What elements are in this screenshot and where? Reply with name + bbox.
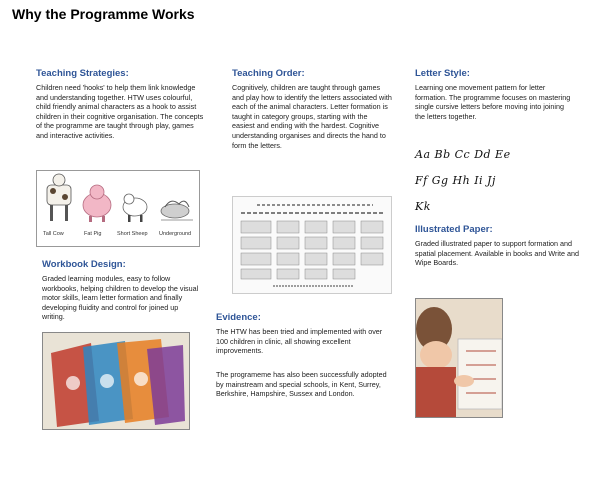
illustrated-paper-heading: Illustrated Paper: (415, 224, 493, 235)
animal-caption: Underground (159, 231, 192, 237)
evidence-text-1: The HTW has been tried and implemented with over 100 children in clinic, all showing excellent improvements. (216, 327, 383, 356)
child-writing-photo (415, 298, 503, 418)
cursive-letters-row: Kk (415, 200, 431, 213)
illustrated-paper-text: Graded illustrated paper to support formation and spatial placement. Available in books and Write and Wipe Boards. (415, 239, 579, 268)
letter-style-heading: Letter Style: (415, 68, 470, 79)
sheep-illustration (123, 194, 147, 222)
animal-caption: Tall Cow (43, 231, 64, 237)
pig-illustration (83, 185, 111, 222)
animal-caption: Fat Pig (84, 231, 102, 237)
cursive-letters-row: Ff Gg Hh Ii Jj (415, 174, 496, 187)
letter-style-text: Learning one movement pattern for letter formation. The programme focuses on mastering single cursive letters before moving into joining the letters together. (415, 83, 571, 121)
teaching-order-heading: Teaching Order: (232, 68, 305, 79)
teaching-strategies-text: Children need 'hooks' to help them link knowledge and understanding together. HTW uses colourful, child friendly animal characters as a hook to assist children in their cognitive organisation. The concepts of the programme are taught through play, games and interactive activities. (36, 83, 204, 140)
workbook-design-heading: Workbook Design: (42, 259, 126, 270)
animal-illustrations (37, 171, 199, 229)
workbook-design-text: Graded learning modules, easy to follow workbooks, helping children to develop the visual motor skills, learn letter formation and finally developing fluidity and control for joined up writing. (42, 274, 199, 322)
workbooks-photo (42, 332, 190, 430)
cow-illustration (47, 174, 71, 221)
teaching-strategies-heading: Teaching Strategies: (36, 68, 129, 79)
teaching-order-text: Cognitively, children are taught through games and play how to identify the letters associated with each of the animal characters. Letter formation is taught in category groups, starting with the easiest and ending with the hardest. Cognitive understanding organises and directs the hand to form the letters. (232, 83, 392, 150)
underground-animal-illustration (161, 201, 193, 220)
teaching-order-chart-image (232, 196, 392, 294)
animal-caption: Short Sheep (117, 231, 148, 237)
animal-characters-strip (36, 170, 200, 247)
evidence-text-2: The programeme has also been successfully adopted by mainstream and special schools, in Kent, Surrey, Berkshire, Hampshire, Sussex and London. (216, 370, 387, 399)
page-title: Why the Programme Works (12, 6, 195, 22)
cursive-letters-row: Aa Bb Cc Dd Ee (415, 148, 511, 161)
evidence-heading: Evidence: (216, 312, 261, 323)
